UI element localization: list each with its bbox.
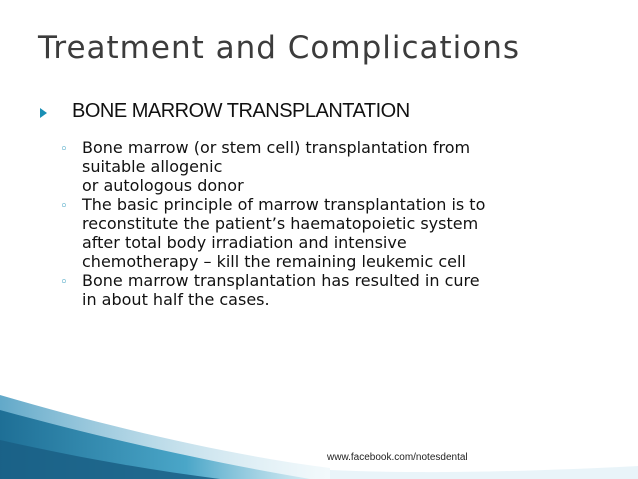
bullet-line: Bone marrow transplantation has resulted in cure <box>82 271 480 290</box>
bullet-line: or autologous donor <box>82 176 244 195</box>
circle-bullet-icon: ◦ <box>60 199 68 214</box>
sub-bullet-list <box>60 138 620 309</box>
circle-bullet-icon: ◦ <box>60 275 68 290</box>
bullet-line: chemotherapy – kill the remaining leukemic cell <box>82 252 466 271</box>
bullet-line: reconstitute the patient’s haematopoietic system <box>82 214 479 233</box>
bullet-line: suitable allogenic <box>82 157 223 176</box>
section-heading: BONE MARROW TRANSPLANTATION <box>72 100 410 122</box>
slide-title: Treatment and Complications <box>38 30 521 66</box>
arrow-bullet-icon <box>40 108 47 118</box>
main-bullet <box>40 100 410 123</box>
sub-bullet-item <box>60 195 620 271</box>
sub-bullet-item <box>60 138 620 195</box>
sub-bullet-item <box>60 271 620 309</box>
bullet-line: in about half the cases. <box>82 290 270 309</box>
circle-bullet-icon: ◦ <box>60 142 68 157</box>
bullet-line: after total body irradiation and intensive <box>82 233 407 252</box>
bullet-line: Bone marrow (or stem cell) transplantation from <box>82 138 471 157</box>
bullet-line: The basic principle of marrow transplantation is to <box>82 195 486 214</box>
footer-link[interactable]: www.facebook.com/notesdental <box>327 452 468 463</box>
